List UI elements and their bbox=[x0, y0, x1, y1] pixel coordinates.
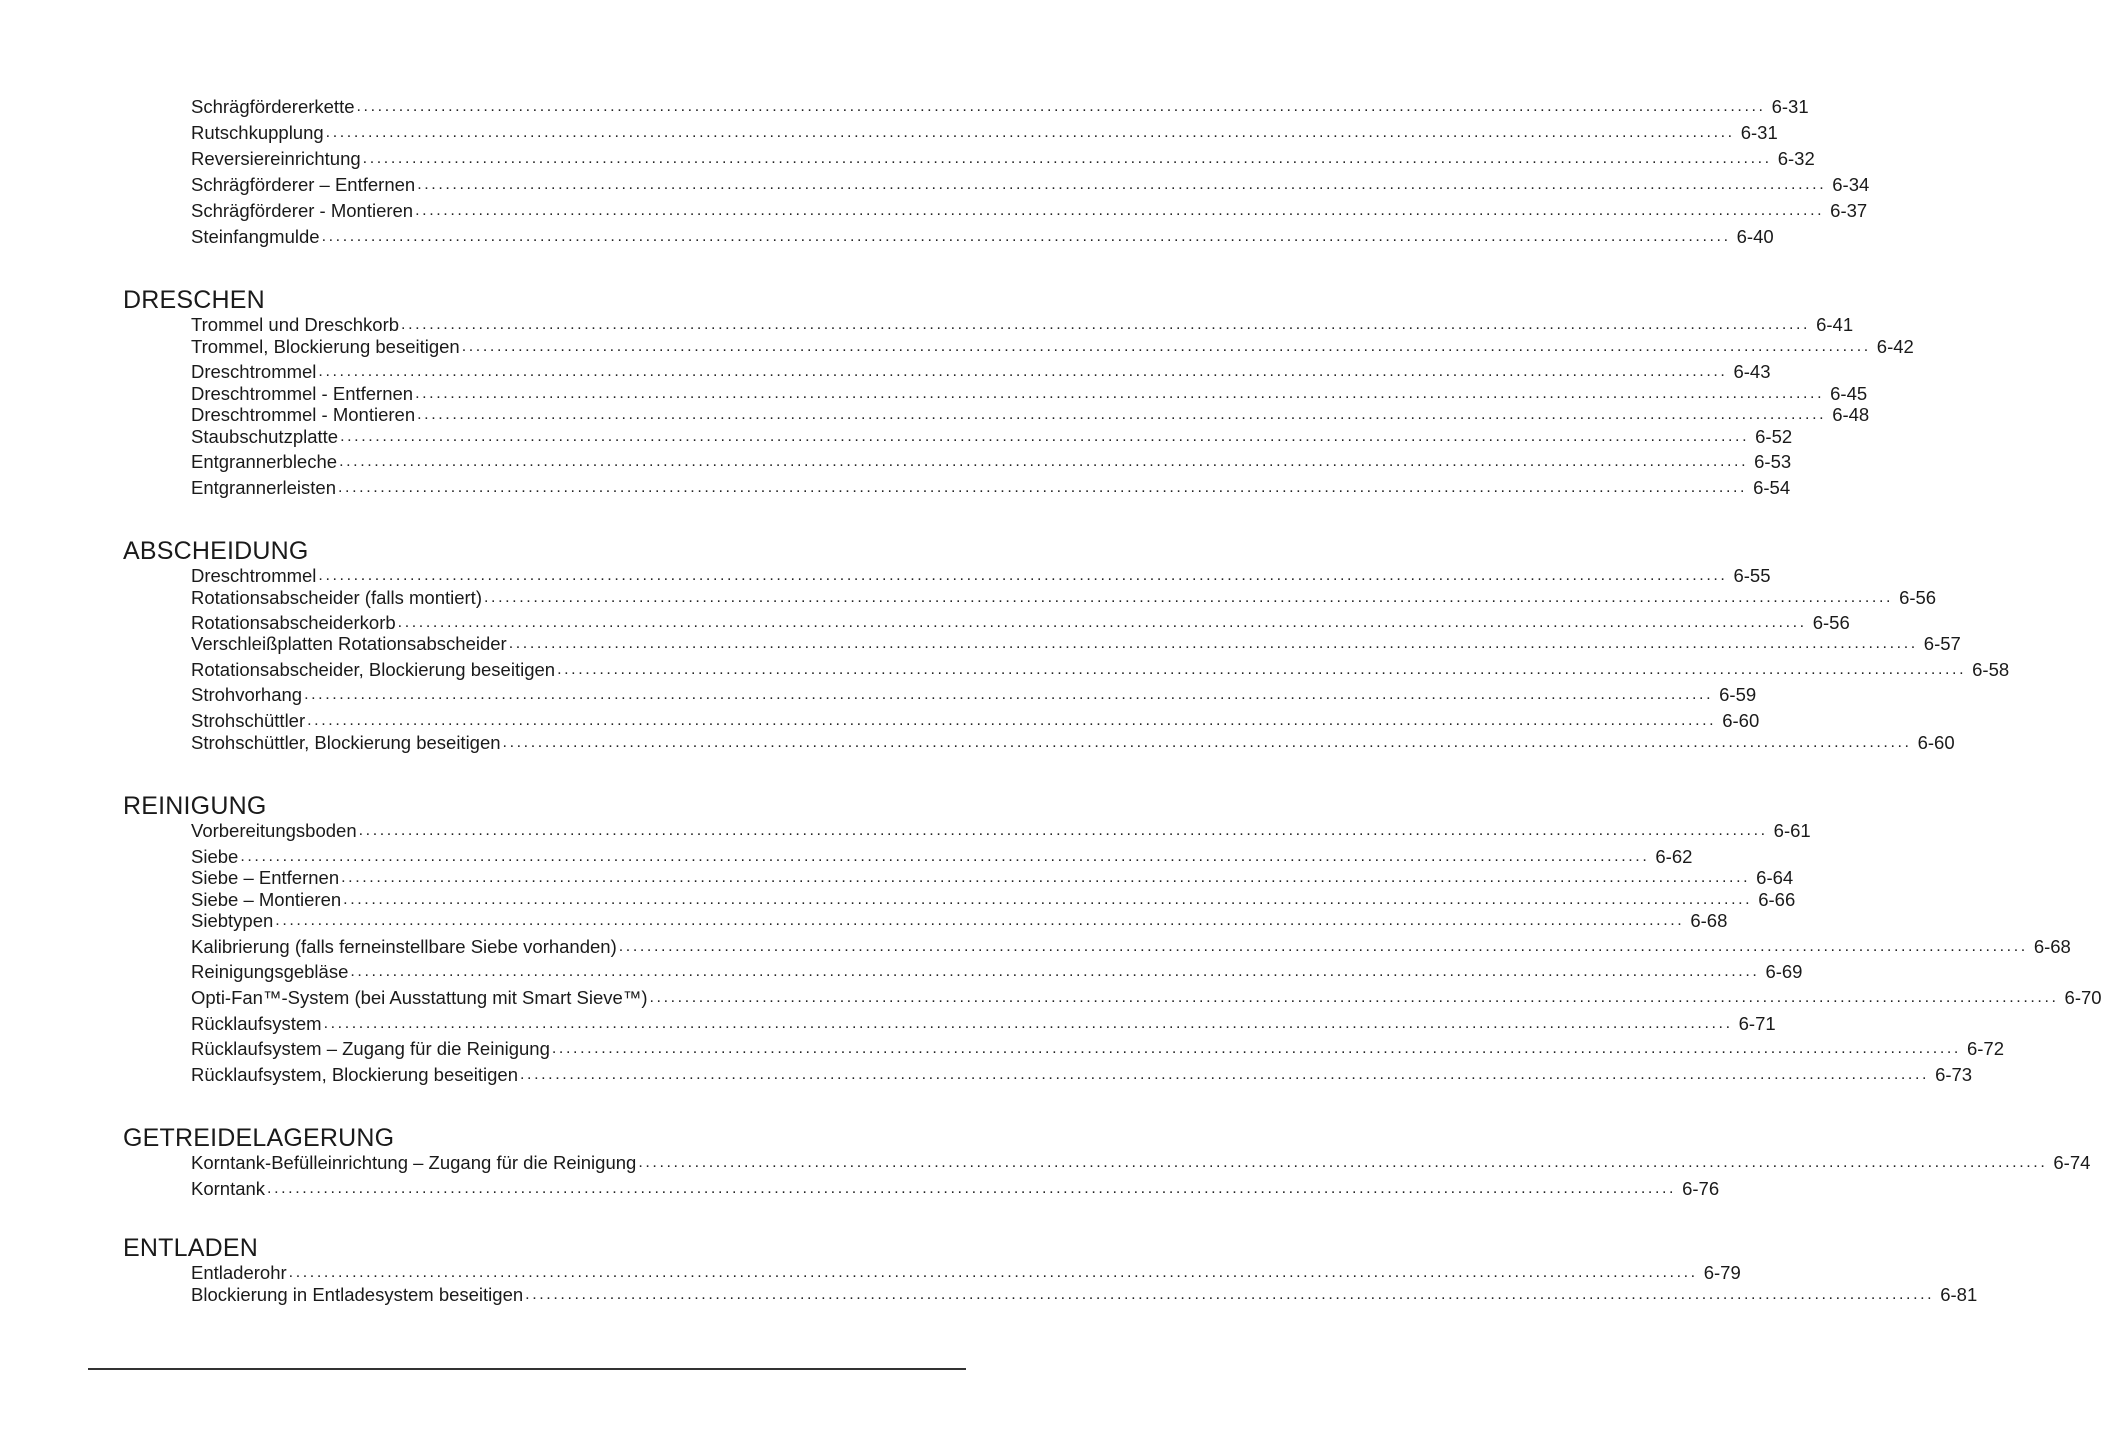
toc-entry-page: 6-56 bbox=[1812, 612, 1850, 633]
toc-leader: ........................................................................................................................................................................................................ bbox=[551, 1040, 1961, 1057]
toc-entry-page: 6-41 bbox=[1816, 314, 1854, 335]
toc-leader: ........................................................................................................................................................................................................ bbox=[461, 338, 1871, 355]
toc-entry-page: 6-58 bbox=[1972, 659, 2010, 680]
toc-entry-page: 6-34 bbox=[1832, 174, 1870, 195]
toc-entry-title: Korntank bbox=[191, 1178, 266, 1199]
toc-entry-title: Siebe – Montieren bbox=[191, 889, 342, 910]
footer-divider bbox=[88, 1368, 966, 1370]
toc-entry-title: Blockierung in Entladesystem beseitigen bbox=[191, 1284, 524, 1305]
toc-entry-page: 6-62 bbox=[1655, 846, 1693, 867]
toc-entry-page: 6-81 bbox=[1940, 1284, 1978, 1305]
toc-entry-title: Trommel und Dreschkorb bbox=[191, 314, 400, 335]
toc-entry-page: 6-42 bbox=[1876, 336, 1914, 357]
toc-entry bbox=[191, 1282, 1978, 1306]
toc-leader: ........................................................................................................................................................................................................ bbox=[502, 734, 1912, 751]
toc-entry-title: Entladerohr bbox=[191, 1262, 287, 1283]
toc-entry-page: 6-55 bbox=[1733, 565, 1771, 586]
toc-entry-page: 6-70 bbox=[2064, 987, 2102, 1008]
toc-leader: ........................................................................................................................................................................................................ bbox=[340, 428, 1750, 445]
toc-entry-title: Rücklaufsystem, Blockierung beseitigen bbox=[191, 1064, 518, 1085]
toc-entry-title: Rutschkupplung bbox=[191, 122, 324, 143]
toc-entry-page: 6-60 bbox=[1722, 710, 1760, 731]
toc-leader: ........................................................................................................................................................................................................ bbox=[307, 712, 1717, 729]
toc-leader: ........................................................................................................................................................................................................ bbox=[275, 912, 1685, 929]
toc-entry-page: 6-66 bbox=[1758, 889, 1796, 910]
toc-entry-page: 6-72 bbox=[1966, 1038, 2004, 1059]
toc-entry-page: 6-37 bbox=[1830, 200, 1868, 221]
toc-entry-page: 6-31 bbox=[1740, 122, 1778, 143]
toc-entry bbox=[191, 1062, 1973, 1086]
section-heading: DRESCHEN bbox=[123, 286, 265, 314]
toc-entry bbox=[191, 146, 1815, 170]
toc-leader: ........................................................................................................................................................................................................ bbox=[417, 176, 1827, 193]
toc-entry-page: 6-45 bbox=[1830, 383, 1868, 404]
toc-entry bbox=[191, 1260, 1741, 1284]
section-heading: REINIGUNG bbox=[123, 792, 267, 820]
toc-entry-title: Steinfangmulde bbox=[191, 226, 320, 247]
toc-leader: ........................................................................................................................................................................................................ bbox=[325, 124, 1735, 141]
toc-leader: ........................................................................................................................................................................................................ bbox=[520, 1066, 1930, 1083]
toc-entry-title: Rücklaufsystem bbox=[191, 1013, 322, 1034]
toc-entry-title: Dreschtrommel bbox=[191, 565, 317, 586]
toc-entry-title: Dreschtrommel bbox=[191, 361, 317, 382]
toc-entry bbox=[191, 730, 1955, 754]
toc-leader: ........................................................................................................................................................................................................ bbox=[341, 869, 1751, 886]
toc-entry-page: 6-79 bbox=[1703, 1262, 1741, 1283]
toc-leader: ........................................................................................................................................................................................................ bbox=[318, 567, 1728, 584]
toc-entry-page: 6-59 bbox=[1719, 684, 1757, 705]
toc-entry bbox=[191, 1150, 2091, 1174]
toc-entry-page: 6-43 bbox=[1733, 361, 1771, 382]
toc-leader: ........................................................................................................................................................................................................ bbox=[397, 614, 1807, 631]
toc-entry-title: Entgrannerbleche bbox=[191, 451, 338, 472]
toc-entry-title: Entgrannerleisten bbox=[191, 477, 337, 498]
toc-leader: ........................................................................................................................................................................................................ bbox=[288, 1264, 1698, 1281]
toc-entry bbox=[191, 959, 1803, 983]
toc-entry-page: 6-68 bbox=[2033, 936, 2071, 957]
toc-entry bbox=[191, 708, 1760, 732]
toc-entry-title: Opti-Fan™-System (bei Ausstattung mit Smart Sieve™) bbox=[191, 987, 648, 1008]
toc-entry-page: 6-57 bbox=[1923, 633, 1961, 654]
toc-entry-page: 6-64 bbox=[1756, 867, 1794, 888]
section-heading: GETREIDELAGERUNG bbox=[123, 1124, 395, 1152]
toc-entry-title: Siebtypen bbox=[191, 910, 274, 931]
toc-entry bbox=[191, 312, 1854, 336]
toc-leader: ........................................................................................................................................................................................................ bbox=[323, 1015, 1733, 1032]
toc-entry-page: 6-31 bbox=[1771, 96, 1809, 117]
toc-entry-title: Korntank-Befülleinrichtung – Zugang für die Reinigung bbox=[191, 1152, 637, 1173]
toc-leader: ........................................................................................................................................................................................................ bbox=[240, 848, 1650, 865]
toc-entry bbox=[191, 563, 1771, 587]
toc-leader: ........................................................................................................................................................................................................ bbox=[338, 479, 1748, 496]
toc-leader: ........................................................................................................................................................................................................ bbox=[417, 406, 1827, 423]
toc-entry bbox=[191, 172, 1870, 196]
toc-entry-title: Verschleißplatten Rotationsabscheider bbox=[191, 633, 507, 654]
toc-entry-page: 6-56 bbox=[1899, 587, 1937, 608]
toc-leader: ........................................................................................................................................................................................................ bbox=[415, 202, 1825, 219]
toc-entry bbox=[191, 198, 1868, 222]
toc-leader: ........................................................................................................................................................................................................ bbox=[484, 589, 1894, 606]
toc-leader: ........................................................................................................................................................................................................ bbox=[339, 453, 1749, 470]
toc-leader: ........................................................................................................................................................................................................ bbox=[415, 385, 1825, 402]
toc-entry-title: Reversiereinrichtung bbox=[191, 148, 361, 169]
toc-leader: ........................................................................................................................................................................................................ bbox=[343, 891, 1753, 908]
toc-entry-title: Dreschtrommel - Entfernen bbox=[191, 383, 414, 404]
toc-leader: ........................................................................................................................................................................................................ bbox=[638, 1154, 2048, 1171]
toc-leader: ........................................................................................................................................................................................................ bbox=[618, 938, 2028, 955]
toc-leader: ........................................................................................................................................................................................................ bbox=[358, 822, 1768, 839]
toc-entry bbox=[191, 359, 1771, 383]
toc-entry-page: 6-69 bbox=[1765, 961, 1803, 982]
toc-entry bbox=[191, 224, 1774, 248]
toc-entry-title: Schrägförderer - Montieren bbox=[191, 200, 414, 221]
toc-leader: ........................................................................................................................................................................................................ bbox=[350, 963, 1760, 980]
section-heading: ENTLADEN bbox=[123, 1234, 258, 1262]
toc-leader: ........................................................................................................................................................................................................ bbox=[321, 228, 1731, 245]
toc-entry-title: Rotationsabscheider, Blockierung beseitigen bbox=[191, 659, 556, 680]
toc-entry-page: 6-71 bbox=[1738, 1013, 1776, 1034]
toc-entry-page: 6-74 bbox=[2053, 1152, 2091, 1173]
toc-entry-title: Kalibrierung (falls ferneinstellbare Siebe vorhanden) bbox=[191, 936, 617, 957]
toc-entry-title: Rotationsabscheiderkorb bbox=[191, 612, 396, 633]
toc-entry-title: Vorbereitungsboden bbox=[191, 820, 357, 841]
toc-leader: ........................................................................................................................................................................................................ bbox=[649, 989, 2059, 1006]
toc-entry-page: 6-48 bbox=[1832, 404, 1870, 425]
toc-entry bbox=[191, 934, 2071, 958]
toc-entry bbox=[191, 631, 1961, 655]
toc-entry-title: Schrägförderer – Entfernen bbox=[191, 174, 416, 195]
toc-leader: ........................................................................................................................................................................................................ bbox=[318, 363, 1728, 380]
toc-entry bbox=[191, 449, 1792, 473]
toc-entry bbox=[191, 402, 1870, 426]
toc-leader: ........................................................................................................................................................................................................ bbox=[557, 661, 1967, 678]
toc-entry bbox=[191, 1011, 1776, 1035]
toc-leader: ........................................................................................................................................................................................................ bbox=[525, 1286, 1935, 1303]
toc-entry-title: Siebe – Entfernen bbox=[191, 867, 340, 888]
toc-entry-page: 6-61 bbox=[1773, 820, 1811, 841]
toc-leader: ........................................................................................................................................................................................................ bbox=[401, 316, 1811, 333]
toc-entry-title: Strohschüttler bbox=[191, 710, 306, 731]
toc-entry bbox=[191, 475, 1791, 499]
toc-entry bbox=[191, 585, 1937, 609]
toc-entry-title: Strohvorhang bbox=[191, 684, 303, 705]
toc-entry bbox=[191, 94, 1809, 118]
toc-entry-title: Siebe bbox=[191, 846, 239, 867]
toc-entry-title: Staubschutzplatte bbox=[191, 426, 339, 447]
toc-entry-page: 6-68 bbox=[1690, 910, 1728, 931]
toc-entry bbox=[191, 120, 1778, 144]
toc-entry-page: 6-32 bbox=[1777, 148, 1815, 169]
toc-entry-page: 6-60 bbox=[1917, 732, 1955, 753]
toc-entry-title: Reinigungsgebläse bbox=[191, 961, 349, 982]
toc-entry bbox=[191, 865, 1794, 889]
toc-entry-page: 6-54 bbox=[1753, 477, 1791, 498]
toc-entry bbox=[191, 1036, 2004, 1060]
toc-entry bbox=[191, 985, 2102, 1009]
toc-entry bbox=[191, 657, 2010, 681]
toc-leader: ........................................................................................................................................................................................................ bbox=[508, 635, 1918, 652]
toc-leader: ........................................................................................................................................................................................................ bbox=[362, 150, 1772, 167]
toc-entry-title: Dreschtrommel - Montieren bbox=[191, 404, 416, 425]
toc-leader: ........................................................................................................................................................................................................ bbox=[267, 1180, 1677, 1197]
toc-entry-page: 6-53 bbox=[1754, 451, 1792, 472]
toc-entry bbox=[191, 1176, 1720, 1200]
toc-entry bbox=[191, 682, 1757, 706]
toc-entry-page: 6-52 bbox=[1755, 426, 1793, 447]
toc-leader: ........................................................................................................................................................................................................ bbox=[356, 98, 1766, 115]
toc-entry-page: 6-40 bbox=[1736, 226, 1774, 247]
toc-entry-title: Rotationsabscheider (falls montiert) bbox=[191, 587, 482, 608]
toc-leader: ........................................................................................................................................................................................................ bbox=[304, 686, 1714, 703]
toc-entry-page: 6-76 bbox=[1682, 1178, 1720, 1199]
toc-entry bbox=[191, 908, 1728, 932]
toc-entry-title: Rücklaufsystem – Zugang für die Reinigung bbox=[191, 1038, 550, 1059]
toc-entry-title: Schrägfördererkette bbox=[191, 96, 355, 117]
toc-entry-title: Trommel, Blockierung beseitigen bbox=[191, 336, 460, 357]
toc-entry bbox=[191, 818, 1811, 842]
section-heading: ABSCHEIDUNG bbox=[123, 537, 309, 565]
toc-entry bbox=[191, 424, 1793, 448]
toc-entry bbox=[191, 334, 1914, 358]
toc-entry-title: Strohschüttler, Blockierung beseitigen bbox=[191, 732, 501, 753]
toc-entry-page: 6-73 bbox=[1935, 1064, 1973, 1085]
